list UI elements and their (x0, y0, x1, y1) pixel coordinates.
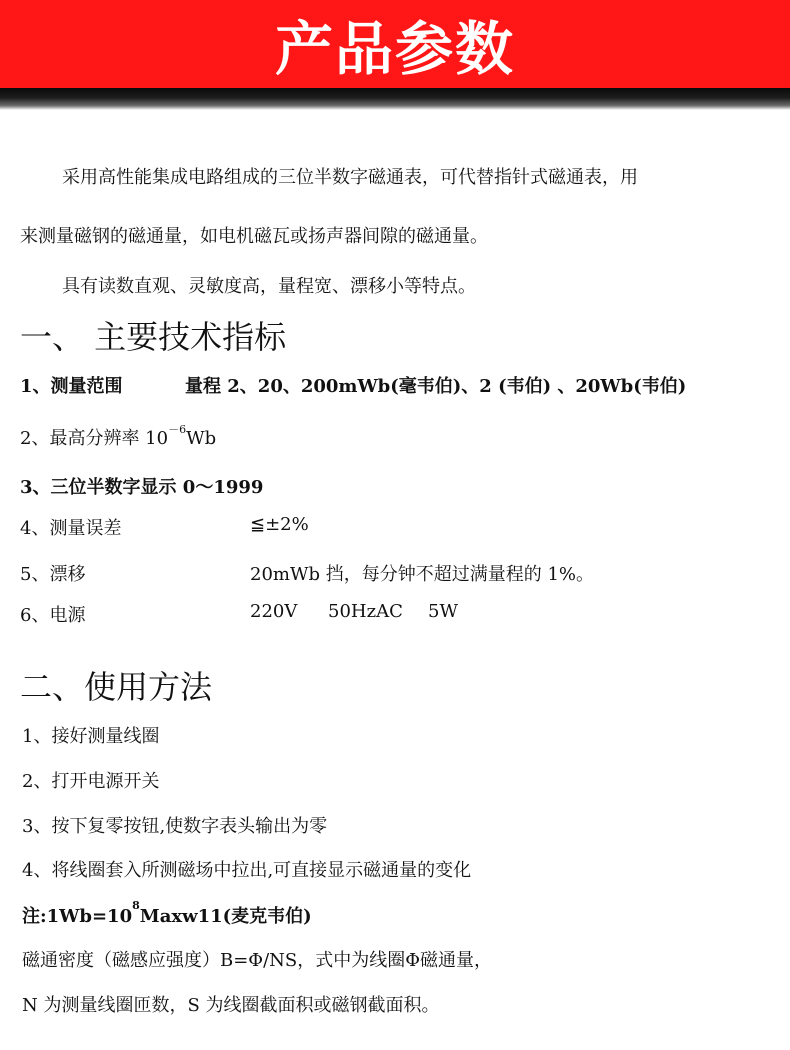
spec-drift-value: 20mWb 挡，每分钟不超过满量程的 1%。 (250, 564, 594, 585)
usage-step-2: 2、打开电源开关 (22, 771, 160, 792)
spec-resolution-exponent: －6 (168, 423, 187, 436)
usage-step-4: 4、将线圈套入所测磁场中拉出,可直接显示磁通量的变化 (22, 860, 472, 881)
spec-range-label: 1、测量范围 (20, 376, 123, 397)
note-flux-density: 磁通密度（磁感应强度）B=Φ/NS，式中为线圈Φ磁通量， (22, 950, 492, 971)
intro-line-1: 采用高性能集成电路组成的三位半数字磁通表，可代替指针式磁通表，用 (62, 167, 638, 188)
spec-resolution-unit: Wb (186, 428, 217, 449)
spec-resolution (20, 424, 216, 450)
usage-step-1: 1、接好测量线圈 (22, 726, 160, 747)
note-variables: N 为测量线圈匝数，S 为线圈截面积或磁钢截面积。 (22, 995, 440, 1016)
note-prefix: 注:1Wb=10 (22, 906, 133, 927)
usage-step-3: 3、按下复零按钮,使数字表头输出为零 (22, 816, 328, 837)
note-suffix: Maxw11(麦克韦伯) (139, 906, 312, 927)
note-exponent: 8 (132, 899, 140, 912)
spec-power-label: 6、电源 (20, 605, 86, 626)
spec-power-voltage: 220V (250, 601, 298, 622)
section-heading-usage: 二、使用方法 (20, 668, 213, 706)
spec-error-value: ≦±2% (250, 514, 309, 535)
spec-error-label: 4、测量误差 (20, 518, 122, 539)
title-banner (0, 0, 790, 88)
spec-resolution-label: 2、最高分辨率 10 (20, 428, 169, 449)
note-unit-conversion (22, 899, 312, 928)
intro-line-2: 来测量磁钢的磁通量，如电机磁瓦或扬声器间隙的磁通量。 (20, 226, 488, 247)
spec-drift-label: 5、漂移 (20, 564, 86, 585)
spec-power-wattage: 5W (428, 601, 458, 622)
spec-display: 3、三位半数字显示 0～1999 (20, 477, 264, 498)
intro-line-3: 具有读数直观、灵敏度高，量程宽、漂移小等特点。 (62, 276, 476, 297)
banner-shadow-divider (0, 88, 790, 110)
section-heading-specs: 一、 主要技术指标 (20, 318, 287, 356)
page-title: 产品参数 (274, 15, 515, 83)
spec-range-value: 量程 2、20、200mWb(毫韦伯)、2 (韦伯) 、20Wb(韦伯) (185, 376, 687, 397)
spec-power-frequency: 50HzAC (328, 601, 403, 622)
